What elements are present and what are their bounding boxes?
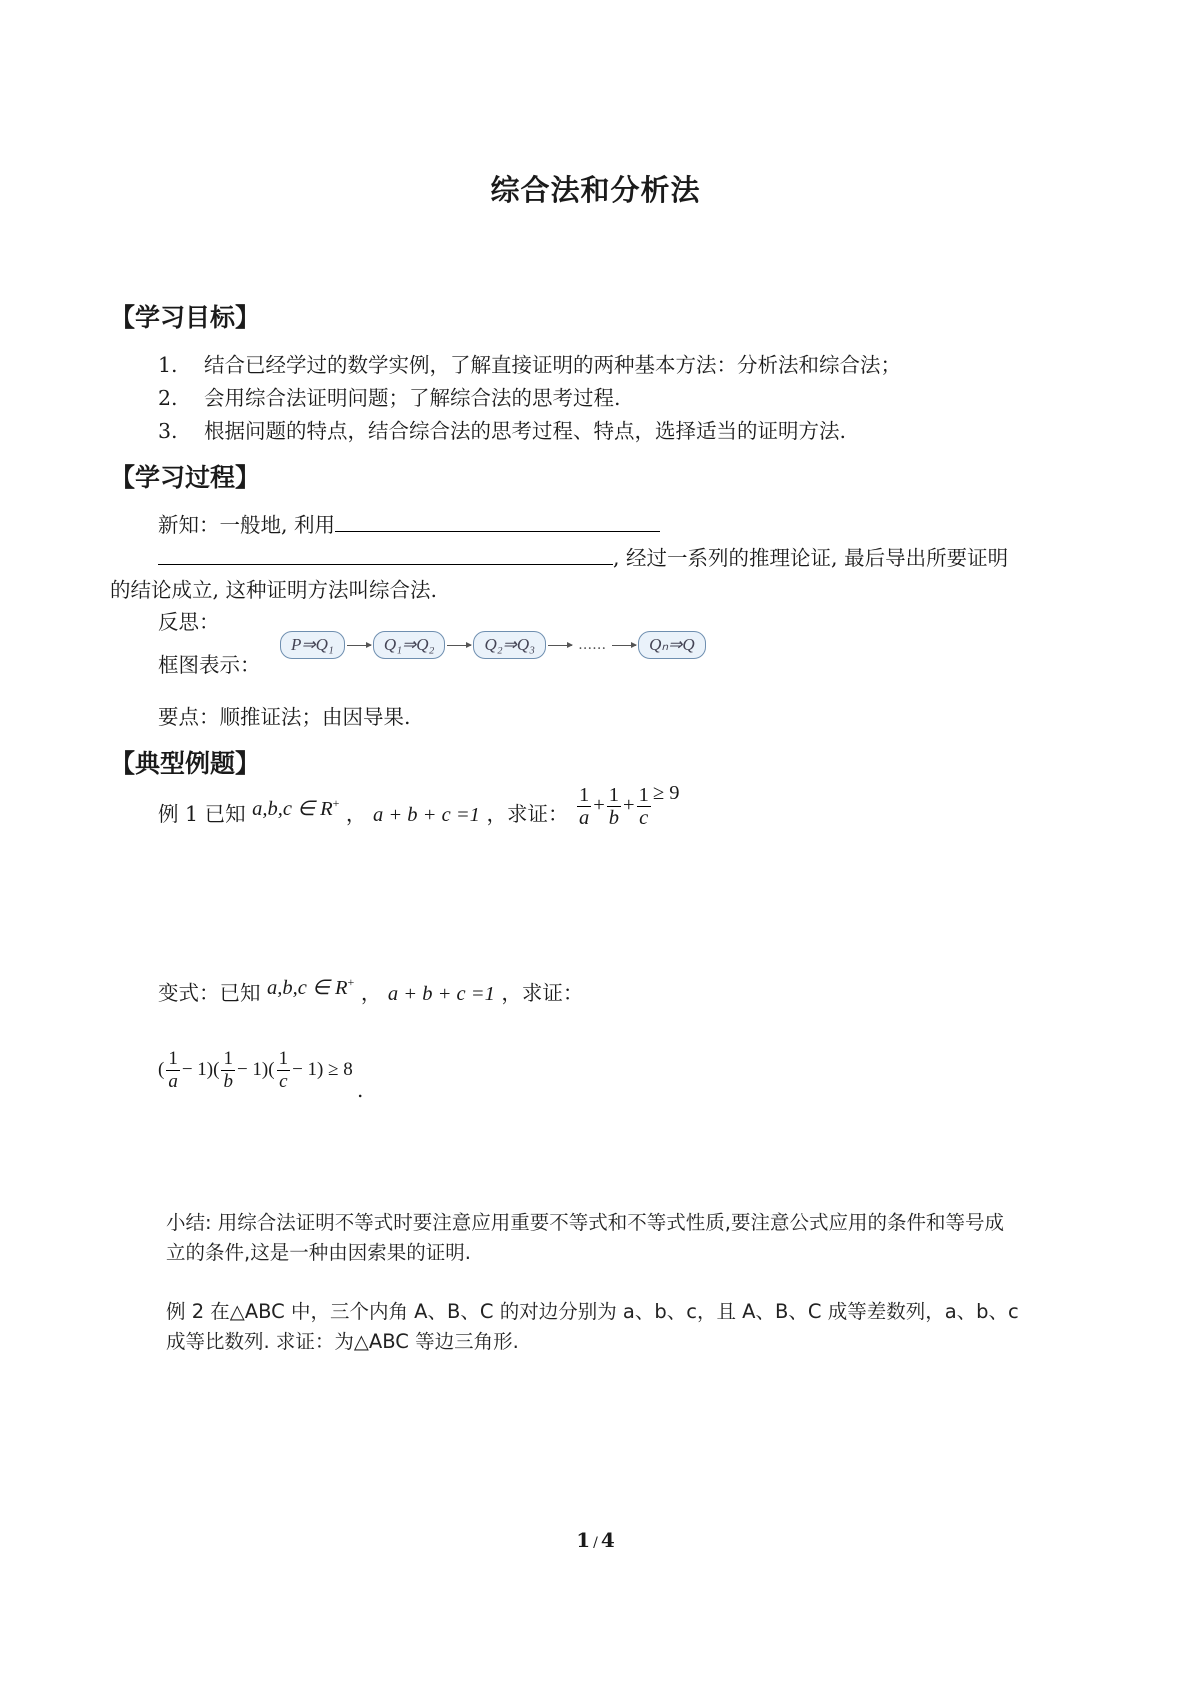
section-heading-objectives: 【学习目标】 [110, 303, 261, 332]
new-knowledge-line1 [158, 508, 660, 538]
variant-problem [158, 975, 583, 1006]
math-inequality-1: $\frac{1}{a}$ + $\frac{1}{b}$ + $\frac{1}{c}$ ≥ 9 [578, 782, 680, 829]
summary-line-2: 立的条件,这是一种由因索果的证明. [166, 1241, 471, 1264]
new-knowledge-end: 的结论成立, 这种证明方法叫综合法. [110, 578, 438, 602]
math-vars: a,b,c ∈ R+ [252, 796, 340, 820]
new-knowledge-line2 [158, 541, 1008, 571]
arrow-right-icon [447, 645, 471, 646]
prove-label: ，求证： [486, 802, 569, 826]
example-2-line-1: 例 2 在△ABC 中，三个内角 A、B、C 的对边分别为 a、b、c，且 A、B、C 成等差数列，a、b、c [166, 1300, 1019, 1323]
objective-number: 1. [158, 353, 178, 377]
objective-text: 结合已经学过的数学实例，了解直接证明的两种基本方法：分析法和综合法； [204, 353, 901, 377]
flow-box: P⇒Q₁ [280, 631, 345, 659]
document-title: 综合法和分析法 [490, 173, 701, 207]
objective-number: 2. [158, 386, 178, 410]
key-points: 要点：顺推证法；由因导果. [158, 705, 411, 729]
example-1 [158, 782, 680, 829]
section-heading-examples: 【典型例题】 [110, 749, 261, 778]
section-heading-process: 【学习过程】 [110, 463, 261, 492]
fill-in-blank-1[interactable] [335, 511, 660, 532]
arrow-right-icon [347, 645, 371, 646]
math-condition: a + b + c =1 [387, 983, 495, 1005]
objective-text: 会用综合法证明问题；了解综合法的思考过程. [204, 386, 621, 410]
prove-label: ，求证： [501, 981, 584, 1005]
page-current: 1 [576, 1528, 591, 1552]
math-condition: a + b + c =1 [372, 804, 480, 826]
flow-box: Q₂⇒Q₃ [473, 631, 546, 659]
flow-box: Q₁⇒Q₂ [373, 631, 446, 659]
flow-diagram [280, 631, 706, 659]
new-knowledge-prefix: 新知：一般地, 利用 [158, 513, 336, 537]
arrow-right-icon [548, 645, 572, 646]
page-number [0, 1528, 1191, 1552]
variant-prefix: 变式：已知 [158, 981, 261, 1005]
objective-number: 3. [158, 419, 178, 443]
objective-item [158, 381, 621, 411]
objective-item [158, 348, 901, 378]
flow-box: Qₙ⇒Q [638, 631, 706, 659]
example-1-prefix: 例 1 已知 [158, 802, 246, 826]
summary-line-1: 小结: 用综合法证明不等式时要注意应用重要不等式和不等式性质,要注意公式应用的条件和等号成 [166, 1211, 1004, 1234]
page-separator: / [593, 1535, 598, 1551]
objective-text: 根据问题的特点，结合综合法的思考过程、特点，选择适当的证明方法. [204, 419, 847, 443]
fill-in-blank-2[interactable] [158, 544, 613, 565]
objective-item [158, 414, 846, 444]
page-total: 4 [600, 1528, 615, 1552]
math-inequality-2: ( $\frac{1}{a}$ − 1)( $\frac{1}{b}$ − 1)( $\frac{1}{c}$ − 1) ≥ 8 [158, 1048, 353, 1092]
flow-ellipsis: …… [578, 637, 607, 653]
new-knowledge-mid: , 经过一系列的推理论证, 最后导出所要证明 [613, 546, 1009, 570]
example-2-line-2: 成等比数列. 求证：为△ABC 等边三角形. [166, 1330, 519, 1353]
reflection-label: 反思： [158, 610, 220, 634]
period: . [357, 1078, 364, 1102]
separator: ， [345, 802, 367, 826]
math-vars: a,b,c ∈ R+ [267, 975, 355, 999]
diagram-label: 框图表示： [158, 653, 261, 677]
arrow-right-icon [612, 645, 636, 646]
separator: ， [360, 981, 382, 1005]
